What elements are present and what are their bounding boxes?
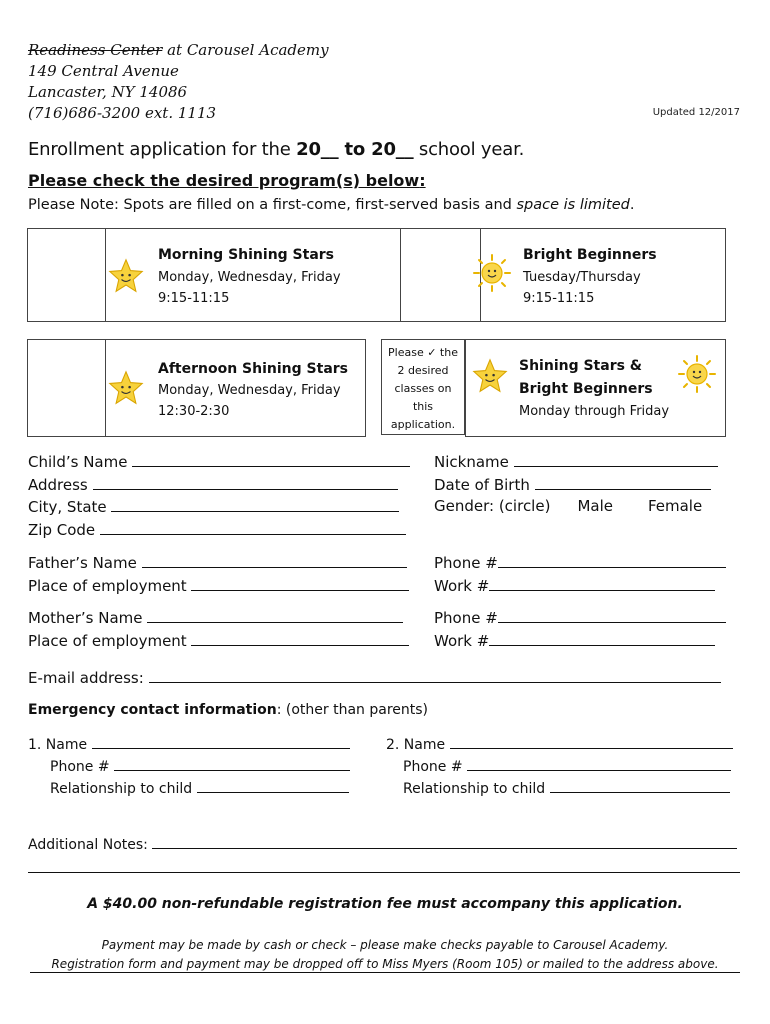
nickname-label: Nickname (434, 453, 509, 471)
registration-fee-notice: A $40.00 non-refundable registration fee must accompany this application. (87, 896, 683, 912)
father-work-row (434, 576, 715, 595)
city-state-row (28, 497, 399, 516)
availability-note-text: Please Note: Spots are filled on a first-come, first-served basis and (28, 197, 517, 213)
afternoon-shining-stars-checkbox[interactable] (28, 340, 104, 434)
bright-beginners-checkbox[interactable] (401, 229, 479, 319)
check-instruction-box (381, 339, 465, 435)
child-name-field[interactable] (132, 452, 410, 467)
contact1-name-field[interactable] (92, 734, 350, 749)
star-icon (108, 370, 144, 406)
father-employment-row (28, 576, 409, 595)
city-state-label: City, State (28, 498, 107, 516)
program-days-bright: Tuesday/Thursday (523, 270, 641, 285)
program-instructions-heading (28, 171, 426, 190)
payment-info-line1: Payment may be made by cash or check – please make checks payable to Carousel Academy. (101, 938, 669, 952)
contact1-phone-label: Phone # (50, 759, 110, 775)
mother-employment-field[interactable] (191, 631, 409, 646)
school-title-struck: Readiness Center (28, 41, 163, 59)
email-row (28, 668, 721, 687)
contact1-phone-row (50, 756, 350, 775)
contact1-relationship-field[interactable] (197, 778, 349, 793)
father-work-field[interactable] (489, 576, 715, 591)
address-row (28, 475, 398, 494)
address-label: Address (28, 476, 88, 494)
check-note-line: this (412, 400, 434, 413)
availability-note (28, 197, 634, 213)
form-title (28, 139, 524, 160)
father-phone-row (434, 553, 726, 572)
address-field[interactable] (93, 475, 398, 490)
nickname-field[interactable] (514, 452, 718, 467)
contact2-name-row (386, 734, 733, 753)
contact2-relationship-label: Relationship to child (403, 781, 546, 797)
nickname-row (434, 452, 718, 471)
father-name-label: Father’s Name (28, 554, 137, 572)
emergency-heading-bold: Emergency contact information (28, 702, 277, 718)
father-employment-field[interactable] (191, 576, 409, 591)
program-days-morning: Monday, Wednesday, Friday (158, 270, 341, 285)
child-name-label: Child’s Name (28, 453, 128, 471)
mother-work-row (434, 631, 715, 650)
program-heading-colon: : (419, 171, 426, 190)
start-year-blank[interactable]: 20__ (296, 139, 339, 160)
father-name-row (28, 553, 407, 572)
contact1-relationship-label: Relationship to child (50, 781, 193, 797)
gender-female-option[interactable]: Female (647, 497, 703, 515)
footer-divider (30, 972, 740, 973)
program-time-bright: 9:15-11:15 (523, 291, 595, 306)
availability-note-end: . (629, 197, 635, 213)
contact2-name-label: 2. Name (386, 737, 446, 753)
check-note-line: classes on (394, 382, 452, 395)
mother-phone-label: Phone # (434, 609, 498, 627)
city-state-field[interactable] (111, 497, 399, 512)
address-line-1: 149 Central Avenue (28, 62, 179, 80)
program-name-bright: Bright Beginners (523, 247, 657, 263)
dob-field[interactable] (535, 475, 711, 490)
child-name-row (28, 452, 410, 471)
star-icon (108, 258, 144, 294)
zip-label: Zip Code (28, 521, 96, 539)
sun-icon (677, 354, 717, 394)
program-heading-text: Please check the desired program(s) below (28, 171, 420, 190)
father-work-label: Work # (434, 577, 490, 595)
mother-employment-label: Place of employment (28, 632, 187, 650)
contact2-relationship-field[interactable] (550, 778, 730, 793)
program-name-morning: Morning Shining Stars (158, 247, 335, 263)
payment-info-line2: Registration form and payment may be dropped off to Miss Myers (Room 105) or mailed to the address above. (51, 957, 719, 971)
phone-line: (716)686-3200 ext. 1113 (28, 104, 217, 122)
dob-row (434, 475, 711, 494)
contact2-name-field[interactable] (450, 734, 733, 749)
form-title-to: to (338, 139, 372, 160)
checkbox-divider (105, 340, 106, 436)
gender-male-option[interactable]: Male (577, 497, 613, 515)
program-days-combined: Monday through Friday (519, 404, 670, 419)
gender-label: Gender: (circle) (434, 497, 551, 515)
updated-date: Updated 12/2017 (652, 107, 740, 118)
dob-label: Date of Birth (434, 476, 530, 494)
zip-field[interactable] (100, 520, 406, 535)
star-icon (472, 358, 508, 394)
father-name-field[interactable] (142, 553, 407, 568)
mother-phone-field[interactable] (498, 608, 726, 623)
contact2-phone-row (403, 756, 731, 775)
emergency-heading-suffix: : (other than parents) (276, 702, 429, 718)
program-name-combined-1: Shining Stars & (519, 358, 643, 374)
form-title-prefix: Enrollment application for the (28, 139, 297, 160)
contact1-phone-field[interactable] (114, 756, 350, 771)
mother-work-label: Work # (434, 632, 490, 650)
zip-row (28, 520, 406, 539)
gender-row (434, 497, 702, 515)
morning-shining-stars-checkbox[interactable] (28, 229, 104, 319)
form-title-suffix: school year. (413, 139, 525, 160)
contact2-relationship-row (403, 778, 730, 797)
additional-notes-field[interactable] (152, 834, 737, 849)
program-time-morning: 9:15-11:15 (158, 291, 230, 306)
contact2-phone-field[interactable] (467, 756, 731, 771)
check-note-line: Please ✓ the (388, 346, 458, 359)
program-name-afternoon: Afternoon Shining Stars (158, 361, 348, 377)
contact1-name-row (28, 734, 350, 753)
mother-employment-row (28, 631, 409, 650)
check-note-line: 2 desired (397, 364, 449, 377)
end-year-blank[interactable]: 20__ (371, 139, 414, 160)
contact1-relationship-row (50, 778, 349, 797)
additional-notes-field-line2[interactable] (28, 872, 740, 873)
sun-icon (472, 253, 512, 293)
school-title (28, 40, 329, 61)
school-title-rest: at Carousel Academy (162, 41, 329, 59)
mother-phone-row (434, 608, 726, 627)
emergency-heading (28, 702, 428, 718)
additional-notes-row (28, 834, 737, 853)
email-label: E-mail address: (28, 669, 144, 687)
contact1-name-label: 1. Name (28, 737, 88, 753)
mother-name-field[interactable] (147, 608, 403, 623)
mother-name-label: Mother’s Name (28, 609, 143, 627)
check-note-line: application. (390, 418, 456, 431)
availability-note-emphasis: space is limited (516, 197, 630, 213)
father-phone-field[interactable] (498, 553, 726, 568)
mother-name-row (28, 608, 403, 627)
father-phone-label: Phone # (434, 554, 498, 572)
checkbox-divider (105, 229, 106, 321)
email-field[interactable] (149, 668, 721, 683)
program-name-combined-2: Bright Beginners (519, 381, 653, 397)
contact2-phone-label: Phone # (403, 759, 463, 775)
program-days-afternoon: Monday, Wednesday, Friday (158, 383, 341, 398)
mother-work-field[interactable] (489, 631, 715, 646)
program-time-afternoon: 12:30-2:30 (158, 404, 230, 419)
additional-notes-label: Additional Notes: (28, 837, 148, 853)
address-line-2: Lancaster, NY 14086 (28, 83, 188, 101)
father-employment-label: Place of employment (28, 577, 187, 595)
